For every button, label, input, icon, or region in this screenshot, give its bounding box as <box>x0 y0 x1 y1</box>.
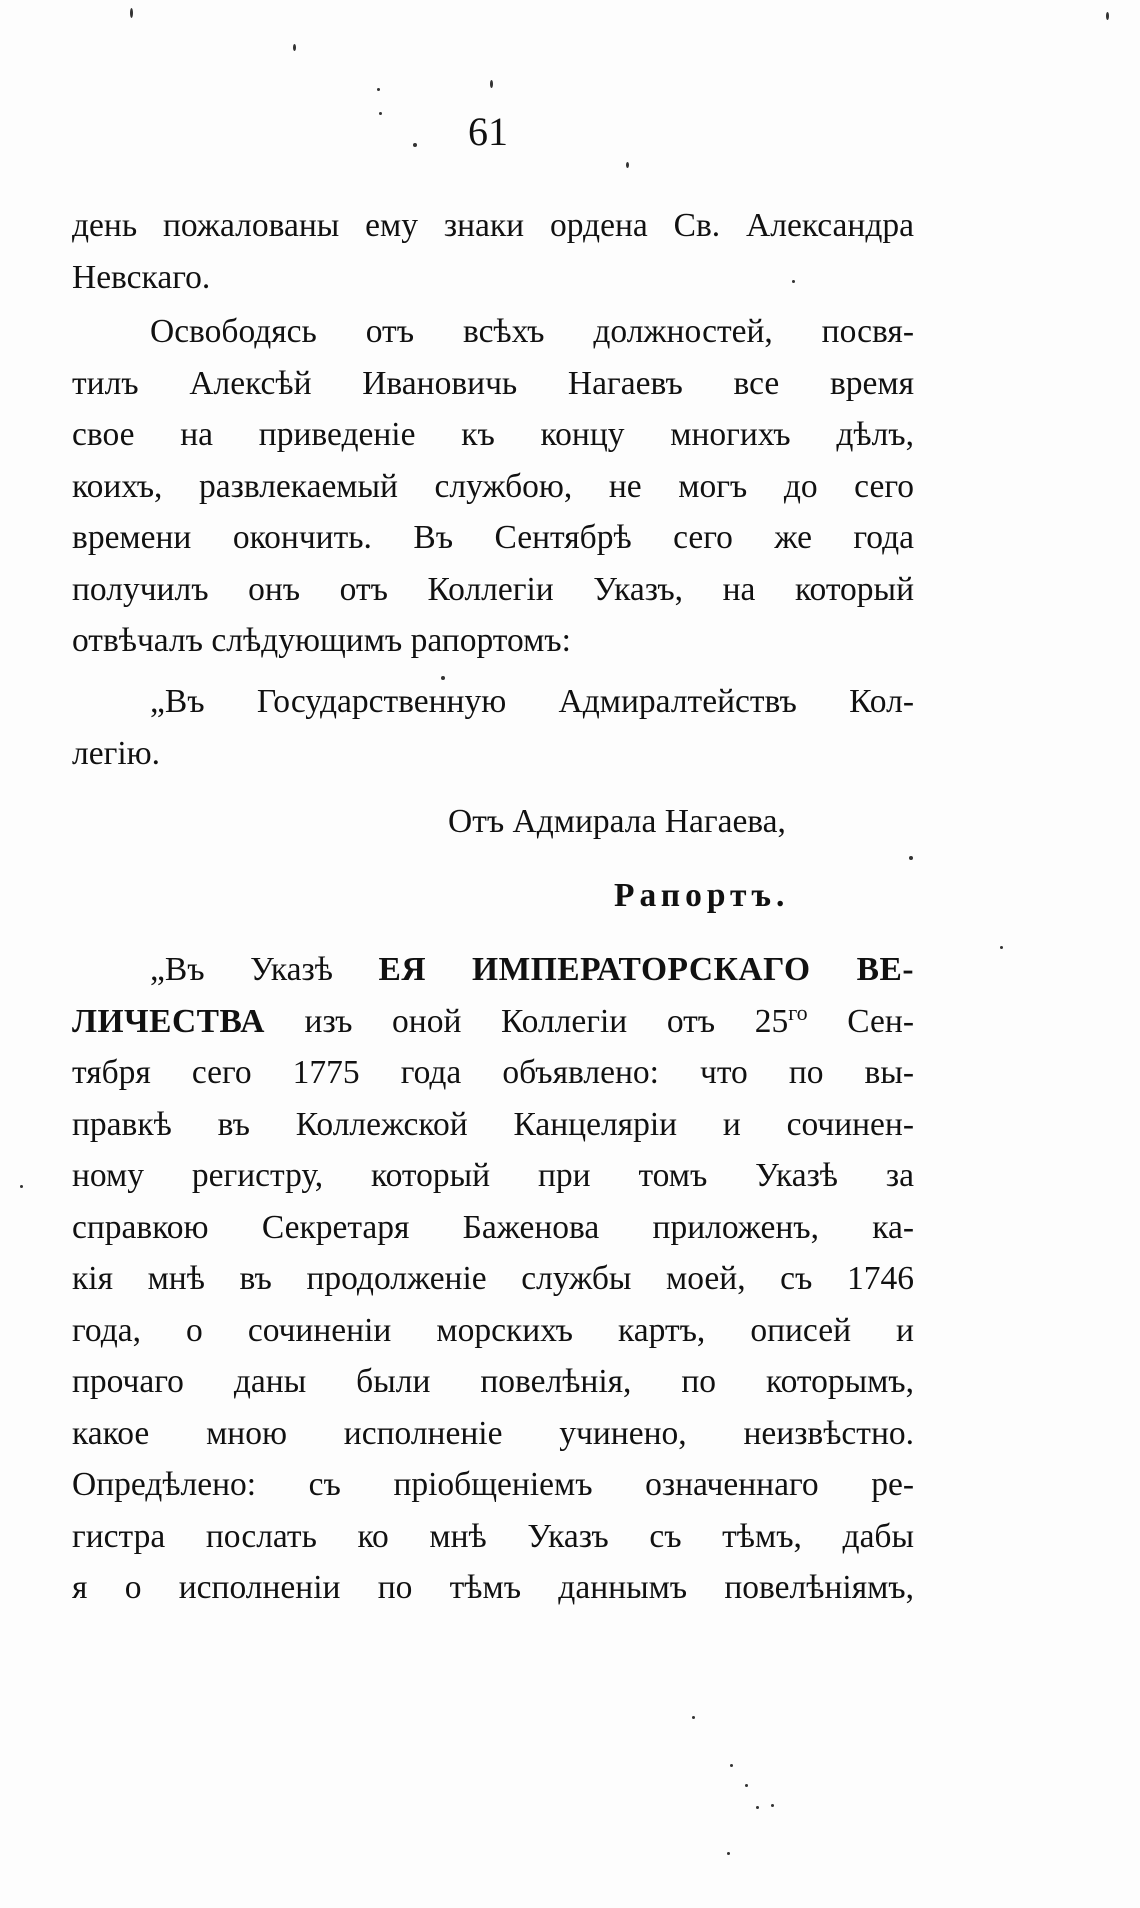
scan-speck <box>771 1804 774 1807</box>
scan-speck <box>909 856 913 860</box>
text-line: тилъ Алексѣй Ивановичь Нагаевъ все время <box>72 364 914 402</box>
report-title: Рапортъ. <box>614 877 790 914</box>
scan-speck <box>756 1806 759 1809</box>
scan-speck <box>626 162 629 168</box>
text-run: „Въ Указѣ <box>150 951 379 988</box>
scan-speck <box>692 1716 695 1719</box>
text-line: Освободясь отъ всѣхъ должностей, посвя- <box>150 313 914 350</box>
text-line: гистра послать ко мнѣ Указъ съ тѣмъ, дабы <box>72 1517 914 1555</box>
scan-speck <box>727 1852 730 1855</box>
page-number: 61 <box>468 109 508 154</box>
scan-speck <box>441 676 445 680</box>
scan-speck <box>377 88 380 91</box>
letter-sender: Отъ Адмирала Нагаева, <box>448 803 786 840</box>
superscript: го <box>788 999 808 1025</box>
text-line: какое мною исполненіе учинено, неизвѣстно. <box>72 1414 914 1452</box>
scan-speck <box>20 1185 23 1188</box>
text-run: Сен- <box>807 1002 914 1040</box>
text-line: коихъ, развлекаемый службою, не могъ до сего <box>72 467 914 505</box>
text-line: ному регистру, который при томъ Указѣ за <box>72 1157 914 1194</box>
text-line: легію. <box>72 734 161 772</box>
scan-speck <box>1000 946 1003 949</box>
text-line: Опредѣлено: съ пріобщеніемъ означеннаго ре- <box>72 1466 914 1503</box>
text-line: свое на приведеніе къ концу многихъ дѣлъ, <box>72 416 914 453</box>
paragraph-continuation <box>72 200 914 303</box>
text-line: правкѣ въ Коллежской Канцеляріи и сочинен- <box>72 1105 914 1143</box>
scan-speck <box>730 1764 733 1767</box>
text-line: я о исполненіи по тѣмъ даннымъ повелѣніямъ, <box>72 1569 914 1606</box>
text-line: день пожалованы ему знаки ордена Св. Александра <box>72 207 914 244</box>
text-run: изъ оной Коллегіи отъ 25 <box>264 1002 789 1040</box>
scan-speck <box>792 280 795 283</box>
text-line: времени окончить. Въ Сентябрѣ сего же года <box>72 519 914 556</box>
text-line: тября сего 1775 года объявлено: что по вы- <box>72 1054 914 1091</box>
scan-speck <box>1106 12 1109 20</box>
text-line: года, о сочиненіи морскихъ картъ, описей и <box>72 1311 914 1349</box>
scan-speck <box>745 1784 748 1787</box>
text-line <box>72 996 914 1048</box>
text-line: Невскаго. <box>72 258 211 296</box>
caps-run: ЕЯ ИМПЕРАТОРСКАГО ВЕ- <box>378 951 914 988</box>
report-body <box>72 944 914 1614</box>
scan-speck <box>130 8 133 18</box>
scan-speck <box>490 80 493 88</box>
text-line <box>72 944 914 996</box>
paragraph-devotion <box>72 306 914 667</box>
scan-speck <box>293 44 296 51</box>
text-line: отвѣчалъ слѣдующимъ рапортомъ: <box>72 622 571 659</box>
scan-speck <box>413 143 417 147</box>
text-line: „Въ Государственную Адмиралтействъ Кол- <box>150 683 914 720</box>
text-line: кія мнѣ въ продолженіе службы моей, съ 1746 <box>72 1260 914 1297</box>
letter-addressee <box>72 676 914 779</box>
caps-run: ЛИЧЕСТВА <box>72 1002 265 1040</box>
scan-speck <box>379 112 382 115</box>
text-line: получилъ онъ отъ Коллегіи Указъ, на который <box>72 570 914 608</box>
text-line: прочаго даны были повелѣнія, по которымъ, <box>72 1363 914 1400</box>
text-line: справкою Секретаря Баженова приложенъ, ка- <box>72 1208 914 1246</box>
